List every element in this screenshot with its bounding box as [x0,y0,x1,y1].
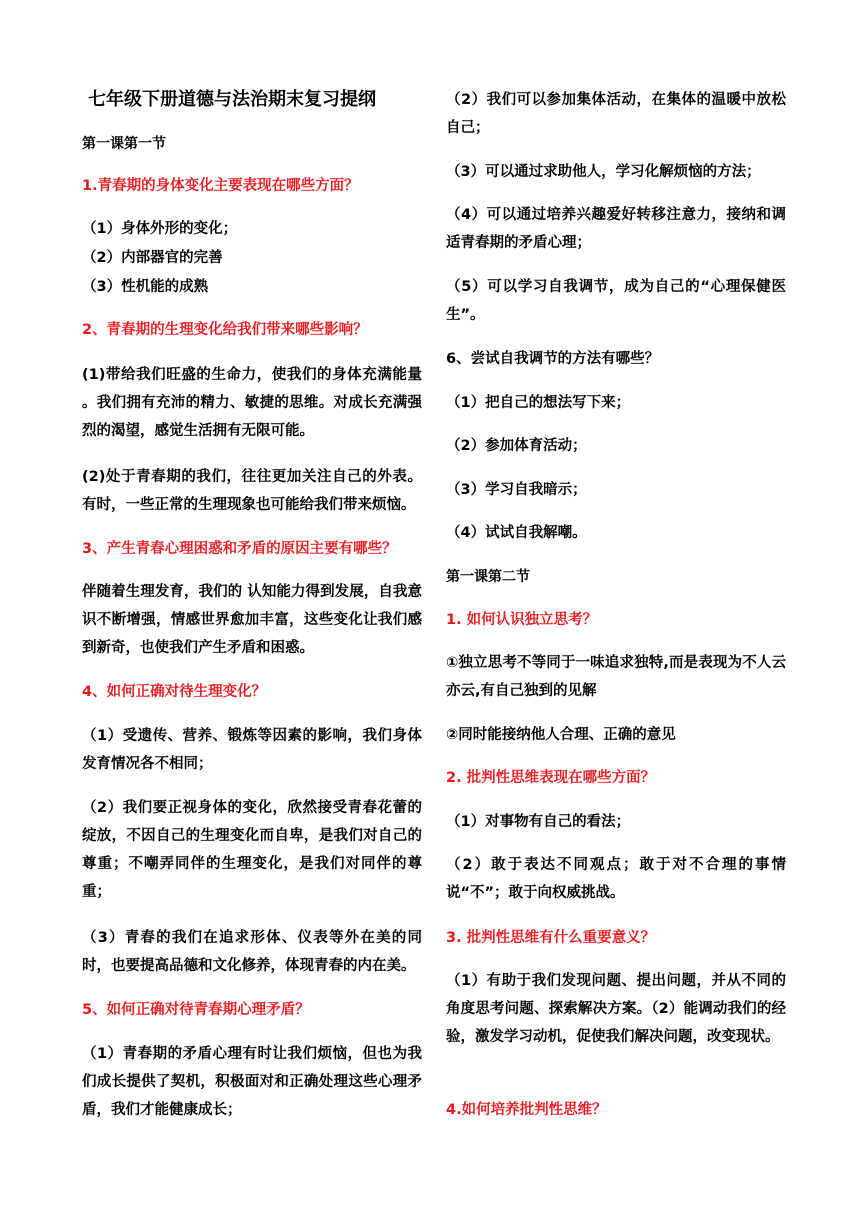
answer-paragraph: （1）受遗传、营养、锻炼等因素的影响，我们身体发育情况各不相同； [82,728,422,772]
answer-line: （3）性机能的成熟 [82,279,209,295]
answer-line: （1）身体外形的变化； [82,221,238,237]
document-title: 七年级下册道德与法治期末复习提纲 [88,89,376,110]
question-heading: 3. 批判性思维有什么重要意义？ [446,930,656,946]
answer-paragraph: (2)处于青春期的我们，往往更加关注自己的外表。有时，一些正常的生理现象也可能给我们带来烦恼。 [82,469,422,513]
answer-paragraph: （2）我们要正视身体的变化，欣然接受青春花蕾的绽放，不因自己的生理变化而自卑，是我们对自己的尊重；不嘲弄同伴的生理变化，是我们对同伴的尊重； [82,800,422,900]
answer-paragraph: （2）我们可以参加集体活动，在集体的温暖中放松自己； [446,92,786,136]
question-heading: 5、如何正确对待青春期心理矛盾？ [82,1002,310,1018]
question-heading: 2. 批判性思维表现在哪些方面？ [446,770,656,786]
answer-line: （2）参加体育活动； [446,438,587,454]
answer-line: ②同时能接纳他人合理、正确的意见 [446,727,676,743]
answer-paragraph: （1）青春期的矛盾心理有时让我们烦恼，但也为我们成长提供了契机，积极面对和正确处理这些心理矛盾，我们才能健康成长； [82,1046,422,1118]
question-heading: 6、尝试自我调节的方法有哪些？ [446,351,660,367]
answer-paragraph: （3）青春的我们在追求形体、仪表等外在美的同时，也要提高品德和文化修养，体现青春的内在美。 [82,930,422,974]
answer-paragraph: 伴随着生理发育，我们的 认知能力得到发展，自我意识不断增强，情感世界愈加丰富，这些变化让我们感到新奇，也使我们产生矛盾和困惑。 [82,584,422,656]
question-heading: 4、如何正确对待生理变化？ [82,684,267,700]
section-heading: 第一课第一节 [82,136,166,152]
section-heading: 第一课第二节 [446,569,530,585]
question-heading: 1.青春期的身体变化主要表现在哪些方面？ [82,178,359,194]
answer-paragraph: （2）敢于表达不同观点；敢于对不合理的事情说“不”；敢于向权威挑战。 [446,857,786,901]
answer-paragraph: （1）有助于我们发现问题、提出问题，并从不同的角度思考问题、探索解决方案。（2）能调动我们的经验，激发学习动机，促使我们解决问题，改变现状。 [446,973,786,1045]
answer-line: （4）试试自我解嘲。 [446,525,587,541]
answer-line: （3）可以通过求助他人，学习化解烦恼的方法； [446,164,761,180]
question-heading: 3、产生青春心理困惑和矛盾的原因主要有哪些？ [82,541,397,557]
answer-paragraph: （4）可以通过培养兴趣爱好转移注意力，接纳和调适青春期的矛盾心理； [446,207,786,251]
answer-paragraph: ①独立思考不等同于一味追求独特,而是表现为不人云亦云,有自己独到的见解 [446,655,786,699]
answer-line: （1）对事物有自己的看法； [446,814,631,830]
answer-paragraph: （5）可以学习自我调节，成为自己的“心理保健医生”。 [446,279,786,323]
answer-paragraph: (1)带给我们旺盛的生命力，使我们的身体充满能量 。我们拥有充沛的精力、敏捷的思维。对成长充满强烈的渴望，感觉生活拥有无限可能。 [82,367,422,439]
question-heading: 2、青春期的生理变化给我们带来哪些影响？ [82,322,368,338]
question-heading: 1. 如何认识独立思考？ [446,612,598,628]
question-heading: 4.如何培养批判性思维？ [446,1102,607,1118]
answer-line: （3）学习自我暗示； [446,482,587,498]
answer-line: （2）内部器官的完善 [82,250,223,266]
answer-line: （1）把自己的想法写下来； [446,395,631,411]
